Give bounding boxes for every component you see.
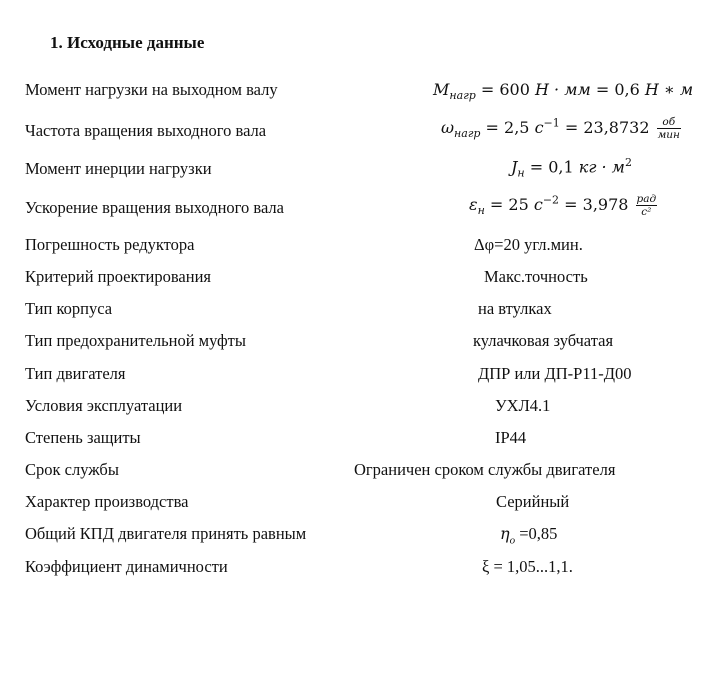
label-motor-efficiency: Общий КПД двигателя принять равным	[25, 524, 307, 543]
value-operating-conditions: УХЛ4.1	[495, 396, 551, 415]
label-clutch-type: Тип предохранительной муфты	[25, 331, 246, 350]
formula-load-moment: $M_{нагр} = 600$ Н · мм = 0,6 Н ∗ м	[433, 80, 694, 103]
label-gear-error: Погрешность редуктора	[25, 235, 195, 254]
value-service-life: Ограничен сроком службы двигателя	[354, 460, 616, 479]
value-clutch-type: кулачковая зубчатая	[473, 331, 614, 350]
fraction-rev-per-min: $\frac{об}{\text{мин}}$	[657, 116, 680, 141]
fraction-rad-per-s2: $\frac{\text{рад}}{\text{с²}}$	[636, 193, 657, 218]
label-output-accel: Ускорение вращения выходного вала	[25, 198, 284, 217]
value-motor-type: ДПР или ДП-Р11-Д00	[478, 364, 632, 383]
label-output-speed: Частота вращения выходного вала	[25, 121, 267, 140]
label-service-life: Срок службы	[25, 460, 119, 479]
label-protection-class: Степень защиты	[25, 428, 141, 447]
label-motor-type: Тип двигателя	[25, 364, 126, 383]
label-housing-type: Тип корпуса	[25, 299, 113, 318]
label-operating-conditions: Условия эксплуатации	[25, 396, 183, 415]
formula-output-accel: $\varepsilon_н = 25$ $с^{-2} = 3,978$ $\frac{\text{рад}}{\text{с²}}$	[469, 193, 657, 218]
value-gear-error: Δφ=20 угл.мин.	[474, 235, 583, 254]
label-production-type: Характер производства	[25, 492, 189, 511]
label-load-moment: Момент нагрузки на выходном валу	[25, 80, 278, 99]
formula-load-inertia: $J_н = 0,1$ кг · $м^2$	[511, 156, 632, 180]
value-housing-type: на втулках	[478, 299, 552, 318]
value-dynamic-factor: ξ = 1,05...1,1.	[482, 557, 573, 576]
value-motor-efficiency: $\eta_о =0,85$	[500, 524, 558, 547]
label-dynamic-factor: Коэффициент динамичности	[25, 557, 228, 576]
section-heading: 1. Исходные данные	[50, 33, 205, 52]
label-design-criterion: Критерий проектирования	[25, 267, 211, 286]
label-load-inertia: Момент инерции нагрузки	[25, 159, 212, 178]
value-production-type: Серийный	[496, 492, 570, 511]
value-protection-class: IP44	[495, 428, 527, 447]
formula-output-speed: $\omega_{нагр} = 2,5$ $с^{-1} = 23,8732$ $\frac{об}{\text{мин}}$	[441, 116, 680, 141]
value-design-criterion: Макс.точность	[484, 267, 588, 286]
